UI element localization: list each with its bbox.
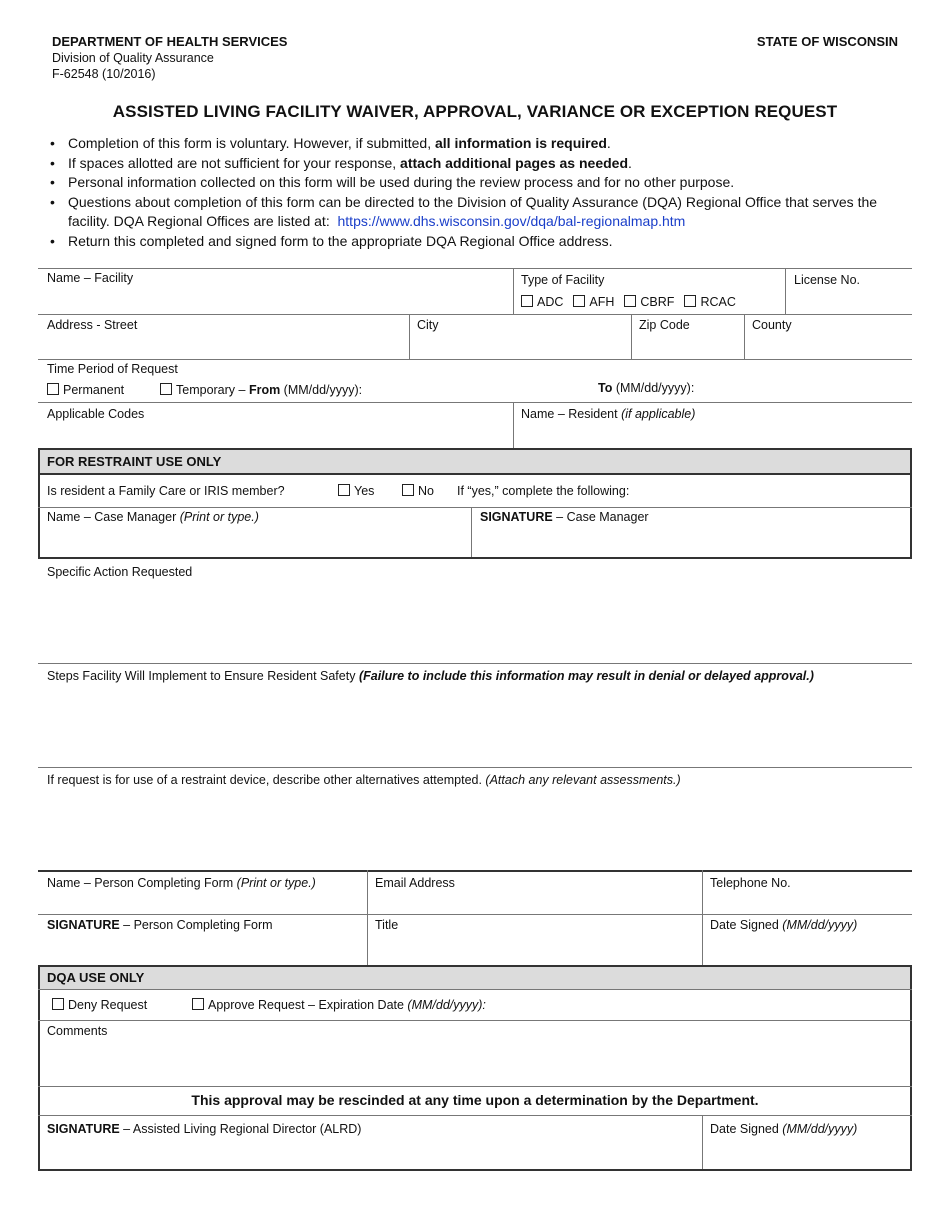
state-name: STATE OF WISCONSIN <box>756 34 898 49</box>
divider <box>785 268 786 314</box>
case-manager-name-label: Name – Case Manager (Print or type.) <box>47 510 259 524</box>
divider <box>38 870 912 872</box>
facility-name-label: Name – Facility <box>47 271 134 285</box>
zip-label: Zip Code <box>639 318 690 332</box>
specific-action-label: Specific Action Requested <box>47 565 193 579</box>
restraint-header: FOR RESTRAINT USE ONLY <box>47 454 222 469</box>
dqa-header-bar <box>38 965 912 990</box>
option-adc[interactable]: ADC <box>521 295 563 309</box>
divider <box>38 557 912 559</box>
permanent-checkbox[interactable] <box>47 383 59 395</box>
divider <box>38 1086 912 1087</box>
temporary-option[interactable]: Temporary – From (MM/dd/yyyy): <box>160 383 362 397</box>
option-rcac[interactable]: RCAC <box>684 295 735 309</box>
rescind-notice: This approval may be rescinded at any time upon a determination by the Department. <box>191 1092 759 1108</box>
divider <box>38 767 912 768</box>
telephone-label: Telephone No. <box>710 876 791 890</box>
divider <box>38 965 40 1171</box>
divider <box>702 870 703 965</box>
divider <box>38 314 912 315</box>
approve-option[interactable]: Approve Request – Expiration Date (MM/dd/yyyy): <box>192 998 486 1012</box>
adc-checkbox[interactable] <box>521 295 533 307</box>
address-label: Address - Street <box>47 318 138 332</box>
department-name: DEPARTMENT OF HEALTH SERVICES <box>52 34 288 49</box>
city-label: City <box>417 318 439 332</box>
facility-type-label: Type of Facility <box>521 273 605 287</box>
instruction-return: • Return this completed and signed form to the appropriate DQA Regional Office address. <box>50 232 920 252</box>
to-date-label: To (MM/dd/yyyy): <box>598 381 695 395</box>
regional-map-link[interactable]: https://www.dhs.wisconsin.gov/dqa/bal-regionalmap.htm <box>337 213 686 229</box>
applicable-codes-label: Applicable Codes <box>47 407 145 421</box>
instruction-privacy: • Personal information collected on this form will be used during the review process and for no other purpose. <box>50 173 920 193</box>
instructions-list <box>50 134 920 251</box>
completer-date-label: Date Signed (MM/dd/yyyy) <box>710 918 858 932</box>
yes-checkbox[interactable] <box>338 484 350 496</box>
divider <box>38 359 912 360</box>
county-label: County <box>752 318 792 332</box>
divider <box>38 914 912 915</box>
followup-instruction: If “yes,” complete the following: <box>457 484 630 498</box>
option-afh[interactable]: AFH <box>573 295 614 309</box>
yes-option[interactable]: Yes <box>338 484 374 498</box>
instruction-additional-pages: • If spaces allotted are not sufficient for your response, attach additional pages as needed. <box>50 154 920 174</box>
steps-label: Steps Facility Will Implement to Ensure Resident Safety (Failure to include this information may result in denial or delayed approval.) <box>47 669 814 683</box>
cbrf-checkbox[interactable] <box>624 295 636 307</box>
divider <box>38 507 912 508</box>
divider <box>38 448 40 559</box>
completer-signature-label: SIGNATURE – Person Completing Form <box>47 918 273 932</box>
divider <box>38 989 912 990</box>
license-label: License No. <box>794 273 861 287</box>
email-label: Email Address <box>375 876 455 890</box>
comments-label: Comments <box>47 1024 108 1038</box>
form-title: ASSISTED LIVING FACILITY WAIVER, APPROVAL, VARIANCE OR EXCEPTION REQUEST <box>112 102 838 121</box>
completer-name-label: Name – Person Completing Form (Print or type.) <box>47 876 316 890</box>
divider <box>631 314 632 359</box>
alrd-date-label: Date Signed (MM/dd/yyyy) <box>710 1122 858 1136</box>
divider <box>910 965 912 1171</box>
divider <box>38 1020 912 1021</box>
divider <box>38 402 912 403</box>
divider <box>513 402 514 448</box>
no-checkbox[interactable] <box>402 484 414 496</box>
divider <box>38 663 912 664</box>
resident-name-label: Name – Resident (if applicable) <box>521 407 696 421</box>
rcac-checkbox[interactable] <box>684 295 696 307</box>
divider <box>702 1115 703 1170</box>
divider <box>38 268 912 269</box>
divider <box>367 870 368 965</box>
divider <box>471 507 472 558</box>
instruction-voluntary: • Completion of this form is voluntary. However, if submitted, all information is required. <box>50 134 920 154</box>
no-option[interactable]: No <box>402 484 434 498</box>
division-name: Division of Quality Assurance <box>52 51 214 65</box>
case-manager-signature-label: SIGNATURE – Case Manager <box>480 510 649 524</box>
divider <box>38 473 912 475</box>
permanent-option[interactable]: Permanent <box>47 383 124 397</box>
option-cbrf[interactable]: CBRF <box>624 295 674 309</box>
divider <box>513 268 514 314</box>
facility-type-options <box>521 295 746 309</box>
instruction-questions: • Questions about completion of this form can be directed to the Division of Quality Assurance (DQA) Regional Office that serves the facility. DQA Regional Offices are listed at: https://www.dhs.wisconsin.gov/dqa/bal-regionalmap.htm <box>50 193 920 232</box>
alternatives-label: If request is for use of a restraint device, describe other alternatives attempted. (Attach any relevant assessments.) <box>47 773 681 787</box>
form-number: F-62548 (10/2016) <box>52 67 156 81</box>
divider <box>409 314 410 359</box>
alrd-signature-label: SIGNATURE – Assisted Living Regional Director (ALRD) <box>47 1122 362 1136</box>
divider <box>910 448 912 559</box>
divider <box>744 314 745 359</box>
dqa-header: DQA USE ONLY <box>47 970 145 985</box>
divider <box>38 1115 912 1116</box>
divider <box>38 1169 912 1171</box>
temporary-checkbox[interactable] <box>160 383 172 395</box>
time-period-label: Time Period of Request <box>47 362 178 376</box>
deny-checkbox[interactable] <box>52 998 64 1010</box>
family-care-question: Is resident a Family Care or IRIS member? <box>47 484 285 498</box>
title-label: Title <box>375 918 399 932</box>
deny-option[interactable]: Deny Request <box>52 998 147 1012</box>
afh-checkbox[interactable] <box>573 295 585 307</box>
approve-checkbox[interactable] <box>192 998 204 1010</box>
